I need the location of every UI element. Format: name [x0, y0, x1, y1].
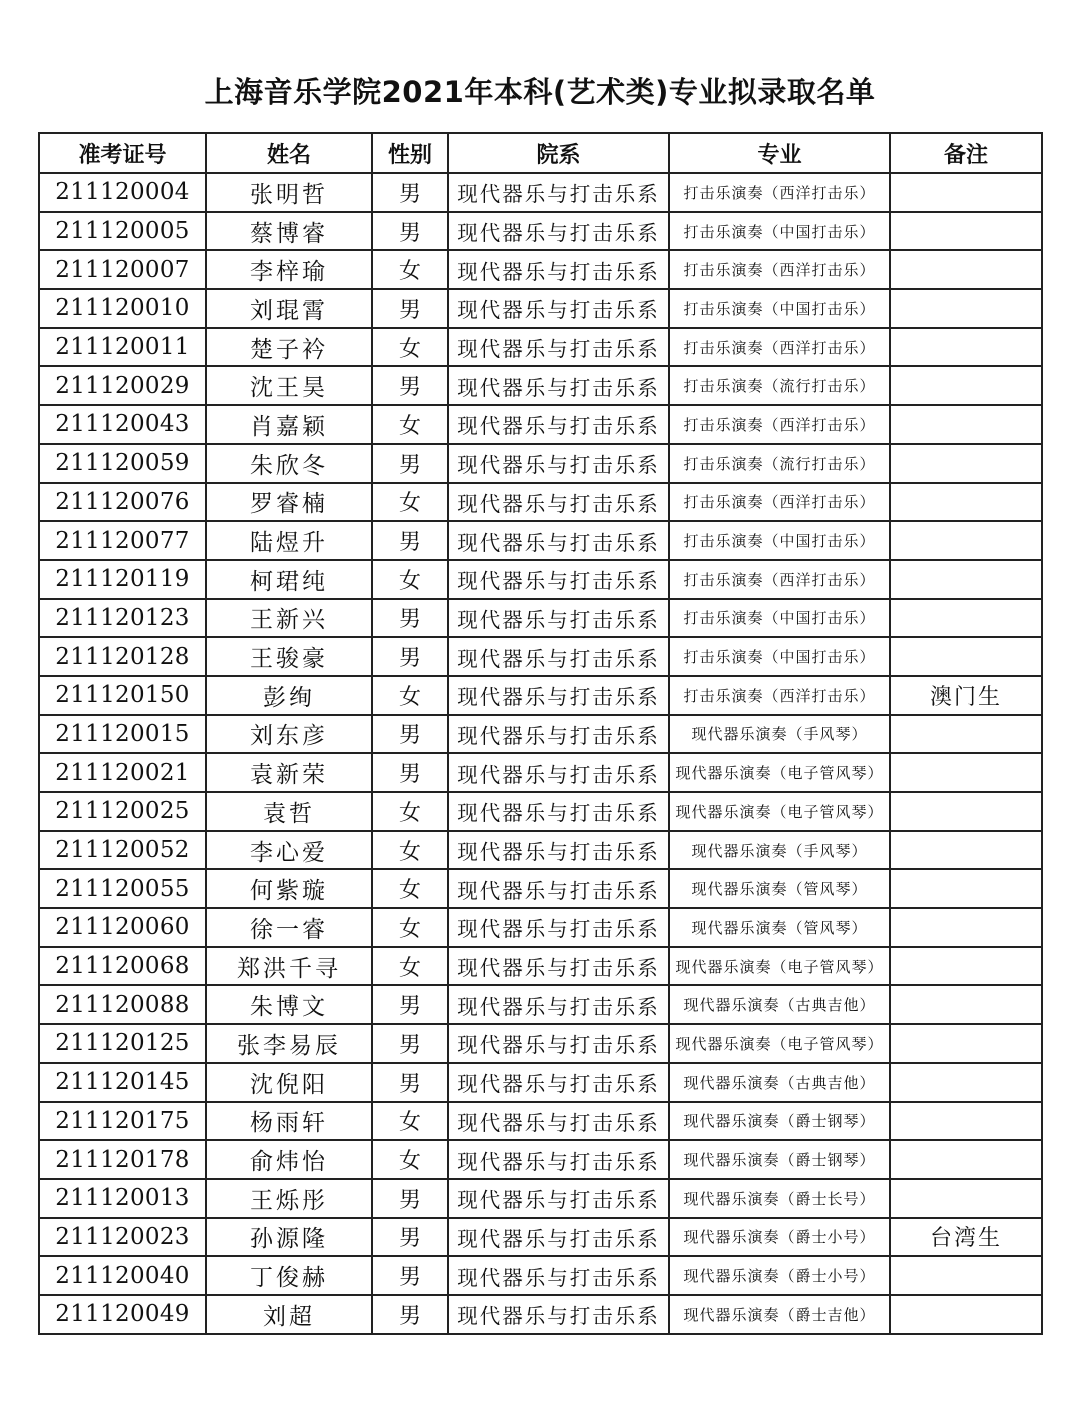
cell-major: 现代器乐演奏（管风琴）	[669, 908, 890, 947]
cell-department: 现代器乐与打击乐系	[448, 289, 669, 328]
cell-note	[890, 250, 1042, 289]
cell-gender: 女	[372, 869, 448, 908]
cell-exam-id: 211120055	[39, 869, 206, 908]
cell-department: 现代器乐与打击乐系	[448, 1218, 669, 1257]
cell-gender: 男	[372, 173, 448, 212]
cell-note: 澳门生	[890, 676, 1042, 715]
table-row	[39, 289, 1042, 328]
cell-note	[890, 1140, 1042, 1179]
cell-exam-id: 211120175	[39, 1102, 206, 1141]
cell-note	[890, 1024, 1042, 1063]
cell-student-name: 李梓瑜	[206, 250, 372, 289]
cell-major: 打击乐演奏（西洋打击乐）	[669, 173, 890, 212]
cell-department: 现代器乐与打击乐系	[448, 483, 669, 522]
cell-major: 现代器乐演奏（电子管风琴）	[669, 792, 890, 831]
cell-student-name: 刘超	[206, 1295, 372, 1334]
cell-note	[890, 1102, 1042, 1141]
cell-exam-id: 211120005	[39, 212, 206, 251]
cell-gender: 男	[372, 1218, 448, 1257]
cell-exam-id: 211120068	[39, 947, 206, 986]
cell-student-name: 沈王昊	[206, 366, 372, 405]
cell-gender: 男	[372, 715, 448, 754]
cell-gender: 女	[372, 676, 448, 715]
table-row	[39, 212, 1042, 251]
cell-major: 现代器乐演奏（爵士小号）	[669, 1218, 890, 1257]
cell-note	[890, 173, 1042, 212]
cell-note	[890, 405, 1042, 444]
cell-note	[890, 637, 1042, 676]
header-gender: 性别	[372, 133, 448, 173]
cell-note	[890, 715, 1042, 754]
cell-student-name: 王烁彤	[206, 1179, 372, 1218]
document-title: 上海音乐学院2021年本科(艺术类)专业拟录取名单	[204, 75, 876, 109]
cell-department: 现代器乐与打击乐系	[448, 676, 669, 715]
table-row	[39, 483, 1042, 522]
cell-exam-id: 211120007	[39, 250, 206, 289]
cell-gender: 男	[372, 212, 448, 251]
cell-major: 打击乐演奏（中国打击乐）	[669, 637, 890, 676]
cell-department: 现代器乐与打击乐系	[448, 599, 669, 638]
cell-gender: 男	[372, 521, 448, 560]
cell-student-name: 张李易辰	[206, 1024, 372, 1063]
cell-department: 现代器乐与打击乐系	[448, 1063, 669, 1102]
header-note: 备注	[890, 133, 1042, 173]
cell-exam-id: 211120076	[39, 483, 206, 522]
cell-major: 现代器乐演奏（管风琴）	[669, 869, 890, 908]
cell-student-name: 郑洪千寻	[206, 947, 372, 986]
cell-department: 现代器乐与打击乐系	[448, 753, 669, 792]
table-row	[39, 599, 1042, 638]
cell-department: 现代器乐与打击乐系	[448, 1295, 669, 1334]
cell-major: 打击乐演奏（西洋打击乐）	[669, 676, 890, 715]
cell-major: 打击乐演奏（中国打击乐）	[669, 289, 890, 328]
table-row	[39, 947, 1042, 986]
cell-gender: 女	[372, 1102, 448, 1141]
cell-gender: 男	[372, 444, 448, 483]
cell-gender: 女	[372, 1140, 448, 1179]
cell-student-name: 何紫璇	[206, 869, 372, 908]
table-row	[39, 1140, 1042, 1179]
cell-student-name: 李心爱	[206, 831, 372, 870]
cell-note	[890, 599, 1042, 638]
cell-note	[890, 985, 1042, 1024]
table-row	[39, 560, 1042, 599]
cell-exam-id: 211120043	[39, 405, 206, 444]
cell-department: 现代器乐与打击乐系	[448, 869, 669, 908]
cell-gender: 男	[372, 1179, 448, 1218]
cell-major: 打击乐演奏（流行打击乐）	[669, 444, 890, 483]
cell-major: 打击乐演奏（西洋打击乐）	[669, 405, 890, 444]
cell-note: 台湾生	[890, 1218, 1042, 1257]
table-row	[39, 869, 1042, 908]
cell-department: 现代器乐与打击乐系	[448, 831, 669, 870]
cell-exam-id: 211120059	[39, 444, 206, 483]
cell-gender: 男	[372, 753, 448, 792]
cell-department: 现代器乐与打击乐系	[448, 1140, 669, 1179]
cell-student-name: 张明哲	[206, 173, 372, 212]
table-row	[39, 328, 1042, 367]
cell-department: 现代器乐与打击乐系	[448, 1024, 669, 1063]
cell-exam-id: 211120011	[39, 328, 206, 367]
cell-note	[890, 483, 1042, 522]
cell-department: 现代器乐与打击乐系	[448, 1102, 669, 1141]
cell-gender: 男	[372, 366, 448, 405]
cell-student-name: 袁新荣	[206, 753, 372, 792]
cell-gender: 女	[372, 908, 448, 947]
cell-department: 现代器乐与打击乐系	[448, 366, 669, 405]
header-department: 院系	[448, 133, 669, 173]
cell-major: 现代器乐演奏（爵士长号）	[669, 1179, 890, 1218]
cell-exam-id: 211120010	[39, 289, 206, 328]
cell-exam-id: 211120060	[39, 908, 206, 947]
cell-exam-id: 211120049	[39, 1295, 206, 1334]
cell-department: 现代器乐与打击乐系	[448, 985, 669, 1024]
table-row	[39, 715, 1042, 754]
cell-department: 现代器乐与打击乐系	[448, 328, 669, 367]
cell-note	[890, 366, 1042, 405]
cell-note	[890, 328, 1042, 367]
cell-gender: 女	[372, 947, 448, 986]
cell-major: 现代器乐演奏（电子管风琴）	[669, 947, 890, 986]
cell-major: 现代器乐演奏（电子管风琴）	[669, 753, 890, 792]
cell-gender: 男	[372, 1063, 448, 1102]
cell-exam-id: 211120077	[39, 521, 206, 560]
cell-student-name: 陆煜升	[206, 521, 372, 560]
cell-student-name: 王骏豪	[206, 637, 372, 676]
table-row	[39, 173, 1042, 212]
cell-gender: 男	[372, 1295, 448, 1334]
cell-exam-id: 211120119	[39, 560, 206, 599]
cell-gender: 女	[372, 483, 448, 522]
table-row	[39, 792, 1042, 831]
cell-gender: 女	[372, 792, 448, 831]
table-row	[39, 1024, 1042, 1063]
table-row	[39, 831, 1042, 870]
cell-exam-id: 211120088	[39, 985, 206, 1024]
cell-department: 现代器乐与打击乐系	[448, 444, 669, 483]
cell-note	[890, 212, 1042, 251]
cell-major: 现代器乐演奏（爵士小号）	[669, 1256, 890, 1295]
cell-exam-id: 211120123	[39, 599, 206, 638]
cell-gender: 女	[372, 328, 448, 367]
cell-major: 打击乐演奏（西洋打击乐）	[669, 560, 890, 599]
cell-note	[890, 1295, 1042, 1334]
cell-major: 现代器乐演奏（电子管风琴）	[669, 1024, 890, 1063]
cell-department: 现代器乐与打击乐系	[448, 212, 669, 251]
table-row	[39, 521, 1042, 560]
cell-major: 打击乐演奏（中国打击乐）	[669, 212, 890, 251]
cell-department: 现代器乐与打击乐系	[448, 715, 669, 754]
cell-student-name: 徐一睿	[206, 908, 372, 947]
table-row	[39, 676, 1042, 715]
table-row	[39, 985, 1042, 1024]
cell-exam-id: 211120015	[39, 715, 206, 754]
cell-exam-id: 211120021	[39, 753, 206, 792]
cell-student-name: 蔡博睿	[206, 212, 372, 251]
cell-student-name: 朱博文	[206, 985, 372, 1024]
table-row	[39, 405, 1042, 444]
cell-note	[890, 1256, 1042, 1295]
cell-department: 现代器乐与打击乐系	[448, 792, 669, 831]
table-row	[39, 637, 1042, 676]
cell-exam-id: 211120128	[39, 637, 206, 676]
cell-student-name: 俞炜怡	[206, 1140, 372, 1179]
cell-exam-id: 211120013	[39, 1179, 206, 1218]
table-row	[39, 1179, 1042, 1218]
cell-gender: 男	[372, 1024, 448, 1063]
cell-gender: 男	[372, 637, 448, 676]
cell-exam-id: 211120125	[39, 1024, 206, 1063]
cell-major: 打击乐演奏（流行打击乐）	[669, 366, 890, 405]
table-header-row	[39, 133, 1042, 173]
cell-student-name: 柯珺纯	[206, 560, 372, 599]
cell-major: 现代器乐演奏（爵士吉他）	[669, 1295, 890, 1334]
cell-exam-id: 211120052	[39, 831, 206, 870]
cell-student-name: 刘东彦	[206, 715, 372, 754]
cell-department: 现代器乐与打击乐系	[448, 250, 669, 289]
cell-note	[890, 831, 1042, 870]
table-row	[39, 250, 1042, 289]
cell-major: 打击乐演奏（西洋打击乐）	[669, 328, 890, 367]
cell-note	[890, 289, 1042, 328]
cell-major: 打击乐演奏（西洋打击乐）	[669, 250, 890, 289]
cell-gender: 女	[372, 831, 448, 870]
cell-student-name: 丁俊赫	[206, 1256, 372, 1295]
cell-exam-id: 211120040	[39, 1256, 206, 1295]
cell-major: 现代器乐演奏（爵士钢琴）	[669, 1102, 890, 1141]
cell-student-name: 杨雨轩	[206, 1102, 372, 1141]
cell-student-name: 沈倪阳	[206, 1063, 372, 1102]
cell-gender: 男	[372, 289, 448, 328]
cell-major: 打击乐演奏（西洋打击乐）	[669, 483, 890, 522]
table-row	[39, 1256, 1042, 1295]
cell-gender: 男	[372, 1256, 448, 1295]
cell-gender: 女	[372, 560, 448, 599]
header-major: 专业	[669, 133, 890, 173]
cell-exam-id: 211120178	[39, 1140, 206, 1179]
cell-student-name: 刘琨霄	[206, 289, 372, 328]
cell-major: 打击乐演奏（中国打击乐）	[669, 599, 890, 638]
cell-note	[890, 869, 1042, 908]
cell-major: 现代器乐演奏（爵士钢琴）	[669, 1140, 890, 1179]
header-id: 准考证号	[39, 133, 206, 173]
cell-student-name: 朱欣冬	[206, 444, 372, 483]
cell-exam-id: 211120023	[39, 1218, 206, 1257]
cell-major: 现代器乐演奏（手风琴）	[669, 715, 890, 754]
cell-major: 现代器乐演奏（古典吉他）	[669, 1063, 890, 1102]
table-row	[39, 1218, 1042, 1257]
cell-department: 现代器乐与打击乐系	[448, 173, 669, 212]
table-row	[39, 1295, 1042, 1334]
cell-major: 现代器乐演奏（手风琴）	[669, 831, 890, 870]
cell-student-name: 楚子衿	[206, 328, 372, 367]
table-row	[39, 366, 1042, 405]
table-row	[39, 753, 1042, 792]
header-name: 姓名	[206, 133, 372, 173]
cell-note	[890, 1063, 1042, 1102]
cell-gender: 女	[372, 250, 448, 289]
cell-department: 现代器乐与打击乐系	[448, 1179, 669, 1218]
cell-major: 打击乐演奏（中国打击乐）	[669, 521, 890, 560]
cell-note	[890, 753, 1042, 792]
cell-student-name: 罗睿楠	[206, 483, 372, 522]
cell-gender: 男	[372, 985, 448, 1024]
cell-note	[890, 521, 1042, 560]
cell-note	[890, 792, 1042, 831]
cell-note	[890, 908, 1042, 947]
cell-gender: 女	[372, 405, 448, 444]
cell-student-name: 孙源隆	[206, 1218, 372, 1257]
cell-gender: 男	[372, 599, 448, 638]
cell-department: 现代器乐与打击乐系	[448, 947, 669, 986]
table-row	[39, 1063, 1042, 1102]
cell-department: 现代器乐与打击乐系	[448, 521, 669, 560]
cell-major: 现代器乐演奏（古典吉他）	[669, 985, 890, 1024]
cell-department: 现代器乐与打击乐系	[448, 908, 669, 947]
cell-exam-id: 211120029	[39, 366, 206, 405]
cell-student-name: 王新兴	[206, 599, 372, 638]
table-row	[39, 1102, 1042, 1141]
admission-table	[38, 132, 1043, 1335]
table-row	[39, 908, 1042, 947]
cell-note	[890, 947, 1042, 986]
cell-exam-id: 211120004	[39, 173, 206, 212]
cell-exam-id: 211120150	[39, 676, 206, 715]
cell-department: 现代器乐与打击乐系	[448, 560, 669, 599]
cell-student-name: 彭绚	[206, 676, 372, 715]
cell-exam-id: 211120145	[39, 1063, 206, 1102]
cell-note	[890, 444, 1042, 483]
cell-student-name: 袁哲	[206, 792, 372, 831]
cell-student-name: 肖嘉颖	[206, 405, 372, 444]
cell-note	[890, 560, 1042, 599]
cell-exam-id: 211120025	[39, 792, 206, 831]
cell-department: 现代器乐与打击乐系	[448, 1256, 669, 1295]
table-row	[39, 444, 1042, 483]
cell-department: 现代器乐与打击乐系	[448, 637, 669, 676]
cell-department: 现代器乐与打击乐系	[448, 405, 669, 444]
cell-note	[890, 1179, 1042, 1218]
